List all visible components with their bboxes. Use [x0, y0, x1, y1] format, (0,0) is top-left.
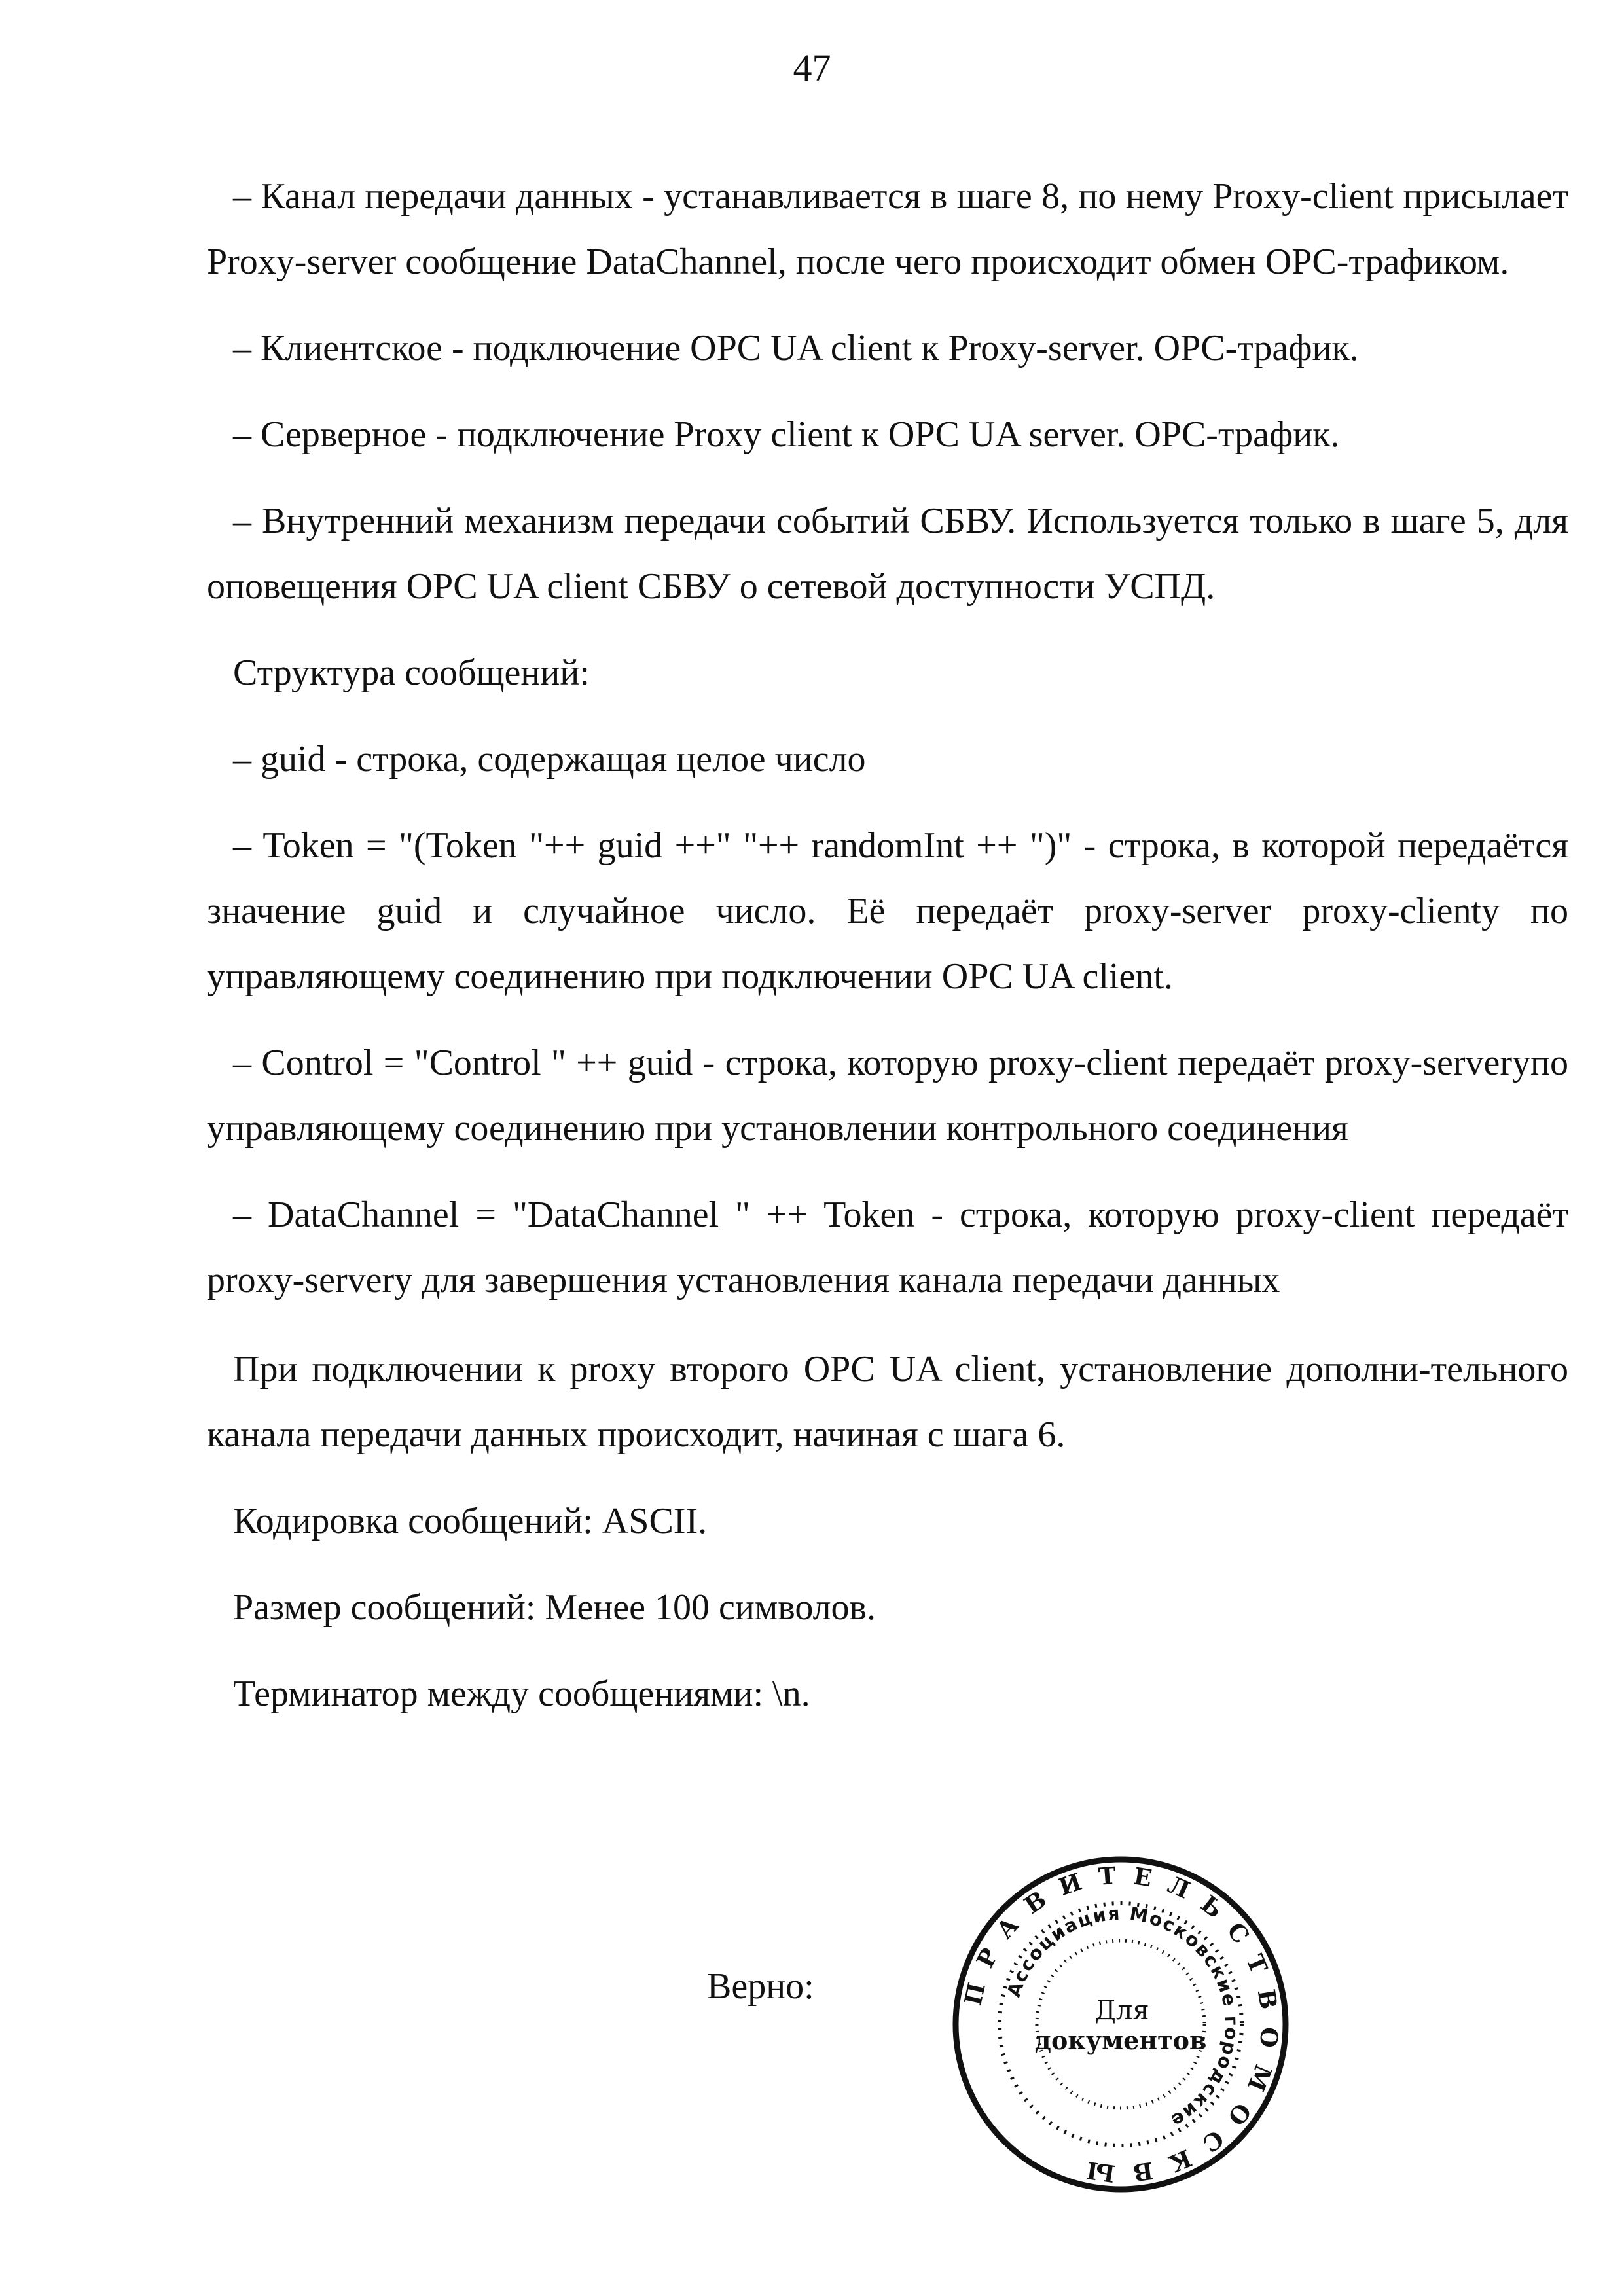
verification-label: Верно: [707, 1966, 814, 2007]
paragraph: Кодировка сообщений: ASCII. [233, 1501, 708, 1541]
paragraph: – Канал передачи данных - устанавливается в шаге 8, по нему Proxy-client присылает Proxy-server сообщение DataChannel, после чего происходит обмен OPC-трафиком. [207, 176, 1568, 282]
stamp-center-line1: Для [1094, 1996, 1149, 2026]
paragraph: – Token = "(Token "++ guid ++" "++ randomInt ++ ")" - строка, в которой передаётся значение guid и случайное число. Её передаёт proxy-server proxy-clienty по управляющему соединению при подключении OPC UA client. [207, 825, 1568, 997]
paragraph: При подключении к proxy второго OPC UA client, установление дополни-тельного канала передачи данных происходит, начиная с шага 6. [207, 1349, 1568, 1455]
paragraph: – Серверное - подключение Proxy client к OPC UA server. OPC-трафик. [233, 414, 1340, 455]
paragraph: Терминатор между сообщениями: \n. [233, 1674, 810, 1714]
paragraph: – DataChannel = "DataChannel " ++ Token - строка, которую proxy-client передаёт proxy-servery для завершения установления канала передачи данных [207, 1194, 1568, 1300]
paragraph: Структура сообщений: [233, 653, 590, 693]
stamp-inner-text: Ассоциация Московские городские [1002, 1902, 1243, 2132]
paragraph: – Клиентское - подключение OPC UA client к Proxy-server. OPC-трафик. [233, 328, 1359, 368]
paragraph: – Control = "Control " ++ guid - строка, которую proxy-client передаёт proxy-serveryпо управляющему соединению при установлении контрольного соединения [207, 1043, 1568, 1149]
paragraph: Размер сообщений: Менее 100 символов. [233, 1587, 876, 1628]
stamp-outer-text: П Р А В И Т Е Л Ь С Т В О М О С К В Ы [959, 1861, 1284, 2187]
official-stamp [950, 1854, 1291, 2195]
document-body [207, 164, 1568, 1727]
paragraph: – Внутренний механизм передачи событий СБВУ. Используется только в шаге 5, для оповещения OPC UA client СБВУ о сетевой доступности УСПД. [207, 501, 1568, 607]
paragraph: – guid - строка, содержащая целое число [233, 739, 866, 780]
stamp-center-line2: документов [1034, 2026, 1207, 2055]
page-number: 47 [793, 46, 831, 89]
